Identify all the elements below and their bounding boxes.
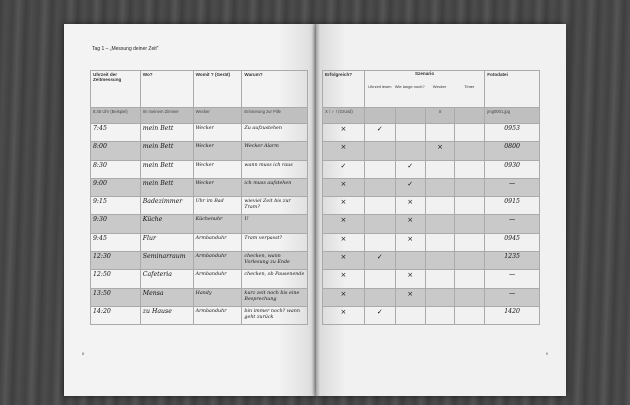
- entry-where-text: mein Bett: [142, 143, 174, 151]
- sub-wie-lange: Wie lange noch?: [394, 84, 425, 89]
- entry-photo-mark: —: [509, 271, 516, 279]
- entry-reason-text: wieviel Zeit bis zur Tram?: [244, 199, 291, 211]
- entry-reason: [242, 252, 308, 270]
- entry-where-text: zu Hause: [142, 307, 172, 315]
- entry-success: [323, 178, 365, 196]
- log-row-right: [323, 270, 540, 288]
- entry-reason: [242, 306, 308, 324]
- entry-scenario-alarm: [425, 215, 455, 233]
- entry-where: [140, 270, 193, 288]
- example-reason: Erinnerung zur Pille: [242, 108, 308, 124]
- entry-where: [140, 252, 193, 270]
- entry-scenario-timer: [455, 124, 485, 142]
- entry-photo: [485, 233, 540, 251]
- entry-success: [323, 160, 365, 178]
- entry-photo-mark: 1235: [504, 253, 520, 261]
- entry-where: [140, 142, 193, 160]
- entry-time-text: 7:45: [93, 125, 107, 132]
- entry-scenario-read: [364, 215, 395, 233]
- header-warum: Warum?: [242, 71, 308, 108]
- entry-time: [91, 270, 141, 288]
- entry-reason-text: U: [244, 217, 249, 223]
- entry-scenario-howlong: [395, 252, 425, 270]
- entry-time: [91, 233, 141, 251]
- entry-device-text: Wecker: [195, 144, 214, 150]
- entry-where-text: mein Bett: [142, 125, 174, 132]
- entry-scenario-alarm-mark: ×: [437, 143, 443, 152]
- entry-device: [193, 270, 242, 288]
- page-title: Tag 1 – „Messung deiner Zeit“: [92, 46, 159, 52]
- entry-success: [323, 270, 365, 288]
- entry-where: [140, 178, 193, 196]
- entry-scenario-howlong: [395, 270, 425, 288]
- entry-photo: [485, 215, 540, 233]
- entry-time-text: 8:00: [93, 143, 107, 151]
- entry-reason-text: kurz zeit noch bis eine Besprechung: [244, 290, 300, 302]
- entry-scenario-timer: [455, 252, 485, 270]
- example-success: X / ✓ / (Grund): [323, 108, 365, 124]
- entry-photo-mark: 0953: [504, 125, 520, 132]
- entry-scenario-howlong: [395, 142, 425, 160]
- entry-scenario-alarm: [425, 252, 455, 270]
- entry-scenario-timer: [455, 270, 485, 288]
- entry-reason-text: Tram verpasst?: [244, 235, 283, 241]
- entry-success: [323, 306, 365, 324]
- example-device: Wecker: [193, 108, 242, 124]
- entry-device-text: Armbanduhr: [195, 272, 227, 278]
- log-row-left: [91, 124, 308, 142]
- entry-scenario-howlong: [395, 160, 425, 178]
- log-row-right: [323, 142, 540, 160]
- entry-reason: [242, 215, 308, 233]
- entry-success: [323, 215, 365, 233]
- entry-photo: [485, 252, 540, 270]
- entry-success-mark: ×: [340, 198, 347, 207]
- entry-success-mark: ×: [340, 125, 347, 133]
- right-table: [322, 70, 540, 325]
- open-booklet: [64, 24, 566, 396]
- log-row-left: [91, 197, 308, 215]
- entry-scenario-alarm: [425, 197, 455, 215]
- header-szenario: [364, 71, 484, 108]
- entry-where-text: mein Bett: [142, 161, 174, 169]
- entry-scenario-read: [364, 124, 395, 142]
- entry-where: [140, 124, 193, 142]
- entry-scenario-read: [364, 306, 395, 324]
- entry-reason: [242, 178, 308, 196]
- entry-scenario-timer: [455, 142, 485, 160]
- entry-scenario-read: [364, 142, 395, 160]
- entry-photo-mark: —: [509, 179, 516, 187]
- entry-device-text: Küchenuhr: [195, 217, 223, 223]
- entry-reason: [242, 197, 308, 215]
- log-row-right: [323, 252, 540, 270]
- entry-time: [91, 215, 141, 233]
- entry-scenario-howlong: [395, 215, 425, 233]
- entry-success: [323, 252, 365, 270]
- left-table: [90, 70, 308, 325]
- log-row-right: [323, 215, 540, 233]
- entry-scenario-howlong: [395, 233, 425, 251]
- entry-scenario-read-mark: ✓: [376, 307, 383, 316]
- entry-scenario-read: [364, 178, 395, 196]
- entry-where-text: Badezimmer: [142, 198, 183, 206]
- entry-success-mark: ×: [340, 289, 347, 298]
- entry-success-mark: ×: [340, 143, 347, 152]
- entry-photo-mark: 0800: [504, 143, 520, 151]
- entry-scenario-howlong: [395, 124, 425, 142]
- entry-where-text: Cafeteria: [142, 271, 172, 279]
- entry-device: [193, 233, 242, 251]
- entry-time-text: 12:50: [93, 271, 111, 279]
- entry-success-mark: ✓: [340, 161, 347, 170]
- entry-time: [91, 306, 141, 324]
- right-page: [316, 24, 566, 396]
- entry-time: [91, 124, 141, 142]
- log-row-left: [91, 270, 308, 288]
- entry-where-text: Flur: [142, 234, 156, 242]
- entry-scenario-timer: [455, 288, 485, 306]
- entry-scenario-read: [364, 288, 395, 306]
- example-s1: [364, 108, 395, 124]
- entry-reason-text: checken, wann Vorlesung zu Ende: [244, 254, 290, 266]
- entry-scenario-alarm: [425, 178, 455, 196]
- entry-time-text: 14:20: [93, 307, 111, 315]
- entry-device-text: Armbanduhr: [195, 254, 227, 260]
- entry-photo: [485, 124, 540, 142]
- entry-reason: [242, 233, 308, 251]
- entry-photo: [485, 160, 540, 178]
- entry-reason: [242, 270, 308, 288]
- sub-timer: Timer: [464, 84, 475, 89]
- entry-scenario-alarm: [425, 160, 455, 178]
- entry-scenario-howlong-mark: ×: [407, 234, 414, 243]
- example-s2: [395, 108, 425, 124]
- entry-photo-mark: 0930: [504, 161, 520, 169]
- entry-time-text: 13:50: [93, 289, 111, 297]
- entry-time: [91, 252, 141, 270]
- entry-where-text: Küche: [142, 216, 163, 224]
- entry-time: [91, 178, 141, 196]
- entry-scenario-howlong: [395, 197, 425, 215]
- header-wo: Wo?: [140, 71, 193, 108]
- entry-device: [193, 178, 242, 196]
- log-row-right: [323, 306, 540, 324]
- entry-scenario-alarm: [425, 124, 455, 142]
- entry-device-text: Wecker: [195, 180, 214, 186]
- entry-reason-text: wann muss ich raus: [244, 162, 293, 168]
- log-row-left: [91, 233, 308, 251]
- entry-device: [193, 306, 242, 324]
- entry-reason: [242, 142, 308, 160]
- entry-scenario-read: [364, 160, 395, 178]
- log-row-right: [323, 197, 540, 215]
- entry-reason: [242, 288, 308, 306]
- entry-scenario-timer: [455, 215, 485, 233]
- entry-scenario-howlong: [395, 306, 425, 324]
- entry-scenario-howlong-mark: ×: [407, 289, 414, 298]
- log-row-right: [323, 160, 540, 178]
- entry-photo-mark: —: [509, 216, 516, 224]
- log-row-left: [91, 142, 308, 160]
- log-row-left: [91, 215, 308, 233]
- log-row-left: [91, 160, 308, 178]
- entry-photo-mark: 0945: [504, 234, 520, 242]
- entry-scenario-read: [364, 233, 395, 251]
- entry-scenario-alarm: [425, 306, 455, 324]
- entry-reason-text: ich muss aufstehen: [244, 180, 292, 186]
- sub-uhrzeit-lesen: Uhrzeit lesen: [368, 84, 392, 89]
- entry-scenario-timer: [455, 178, 485, 196]
- entry-where-text: Mensa: [142, 289, 164, 297]
- log-row-right: [323, 124, 540, 142]
- sub-wecker: Wecker: [432, 84, 447, 89]
- entry-device-text: Uhr im Bad: [195, 199, 224, 205]
- entry-where-text: mein Bett: [142, 179, 174, 187]
- entry-scenario-read: [364, 197, 395, 215]
- entry-device: [193, 215, 242, 233]
- entry-scenario-timer: [455, 160, 485, 178]
- entry-reason: [242, 124, 308, 142]
- entry-photo-mark: 1420: [504, 307, 520, 315]
- entry-success: [323, 142, 365, 160]
- entry-success-mark: ×: [340, 179, 347, 188]
- entry-reason-text: bin immer noch? wann geht zurück: [244, 308, 300, 320]
- entry-scenario-timer: [455, 233, 485, 251]
- example-where: Im meinem Zimmer: [140, 108, 193, 124]
- page-number-right: 9: [545, 351, 548, 356]
- entry-success-mark: ×: [340, 253, 347, 262]
- entry-where: [140, 288, 193, 306]
- entry-scenario-alarm: [425, 233, 455, 251]
- entry-scenario-read-mark: ✓: [376, 253, 383, 262]
- log-row-right: [323, 178, 540, 196]
- entry-time-text: 12:30: [93, 253, 111, 261]
- entry-where: [140, 215, 193, 233]
- entry-reason: [242, 160, 308, 178]
- header-womit: Womit ? (Gerät): [193, 71, 242, 108]
- entry-scenario-howlong-mark: ×: [407, 216, 414, 225]
- entry-scenario-alarm: [425, 270, 455, 288]
- entry-photo: [485, 142, 540, 160]
- entry-scenario-timer: [455, 306, 485, 324]
- entry-reason-text: Zu aufzustehen: [244, 126, 282, 131]
- entry-photo-mark: 0915: [504, 198, 520, 206]
- example-foto: jmg0001.jpg: [485, 108, 540, 124]
- entry-time-text: 8:30: [93, 161, 107, 169]
- entry-device-text: Wecker: [195, 162, 214, 168]
- entry-where-text: Seminarraum: [142, 253, 186, 261]
- entry-photo: [485, 270, 540, 288]
- entry-photo: [485, 306, 540, 324]
- entry-device: [193, 252, 242, 270]
- log-row-right: [323, 233, 540, 251]
- entry-reason-text: checken, ob Pausenende: [244, 272, 305, 278]
- entry-success: [323, 233, 365, 251]
- entry-reason-text: Wecker Alarm: [244, 144, 279, 150]
- entry-device-text: Wecker: [195, 126, 214, 131]
- entry-scenario-read: [364, 252, 395, 270]
- left-page: [64, 24, 316, 396]
- example-s3: X: [425, 108, 455, 124]
- entry-where: [140, 197, 193, 215]
- log-row-right: [323, 288, 540, 306]
- entry-where: [140, 233, 193, 251]
- entry-photo: [485, 288, 540, 306]
- entry-photo: [485, 197, 540, 215]
- entry-time: [91, 288, 141, 306]
- page-number-left: 8: [82, 351, 85, 356]
- entry-device: [193, 197, 242, 215]
- entry-scenario-howlong-mark: ×: [407, 198, 414, 207]
- entry-device: [193, 288, 242, 306]
- entry-time-text: 9:30: [93, 216, 107, 224]
- log-row-left: [91, 178, 308, 196]
- entry-success: [323, 197, 365, 215]
- entry-scenario-alarm: [425, 288, 455, 306]
- szenario-label: Szenario: [414, 71, 435, 76]
- entry-time-text: 9:45: [93, 234, 107, 242]
- entry-device: [193, 124, 242, 142]
- log-row-left: [91, 306, 308, 324]
- entry-scenario-howlong-mark: ✓: [407, 179, 414, 188]
- entry-success-mark: ×: [340, 271, 347, 280]
- entry-device-text: Armbanduhr: [195, 308, 227, 314]
- header-uhrzeit: Uhrzeit der Zeitmessung: [91, 71, 141, 108]
- log-row-left: [91, 288, 308, 306]
- log-row-left: [91, 252, 308, 270]
- entry-time: [91, 142, 141, 160]
- entry-photo: [485, 178, 540, 196]
- entry-device: [193, 160, 242, 178]
- entry-success: [323, 288, 365, 306]
- entry-success-mark: ×: [340, 216, 347, 225]
- entry-success: [323, 124, 365, 142]
- entry-time-text: 9:00: [93, 179, 107, 187]
- header-erfolgreich: Erfolgreich?: [323, 71, 365, 108]
- entry-device-text: Armbanduhr: [195, 235, 227, 241]
- entry-photo-mark: —: [509, 289, 516, 297]
- entry-time: [91, 197, 141, 215]
- entry-where: [140, 160, 193, 178]
- entry-time: [91, 160, 141, 178]
- entry-scenario-howlong: [395, 288, 425, 306]
- entry-where: [140, 306, 193, 324]
- entry-success-mark: ×: [340, 234, 347, 243]
- entry-scenario-howlong-mark: ×: [407, 271, 414, 280]
- entry-scenario-alarm: [425, 142, 455, 160]
- example-s4: [455, 108, 485, 124]
- entry-scenario-read-mark: ✓: [376, 125, 383, 133]
- entry-scenario-howlong: [395, 178, 425, 196]
- entry-device-text: Handy: [195, 290, 212, 296]
- booklet-gutter: [312, 24, 320, 396]
- example-time: 8:45 Uhr (Beispiel): [91, 108, 141, 124]
- entry-scenario-read: [364, 270, 395, 288]
- entry-success-mark: ×: [340, 307, 347, 316]
- header-fotodatei: Fotodatei: [485, 71, 540, 108]
- entry-scenario-timer: [455, 197, 485, 215]
- entry-scenario-howlong-mark: ✓: [407, 161, 414, 170]
- entry-time-text: 9:15: [93, 198, 107, 206]
- entry-device: [193, 142, 242, 160]
